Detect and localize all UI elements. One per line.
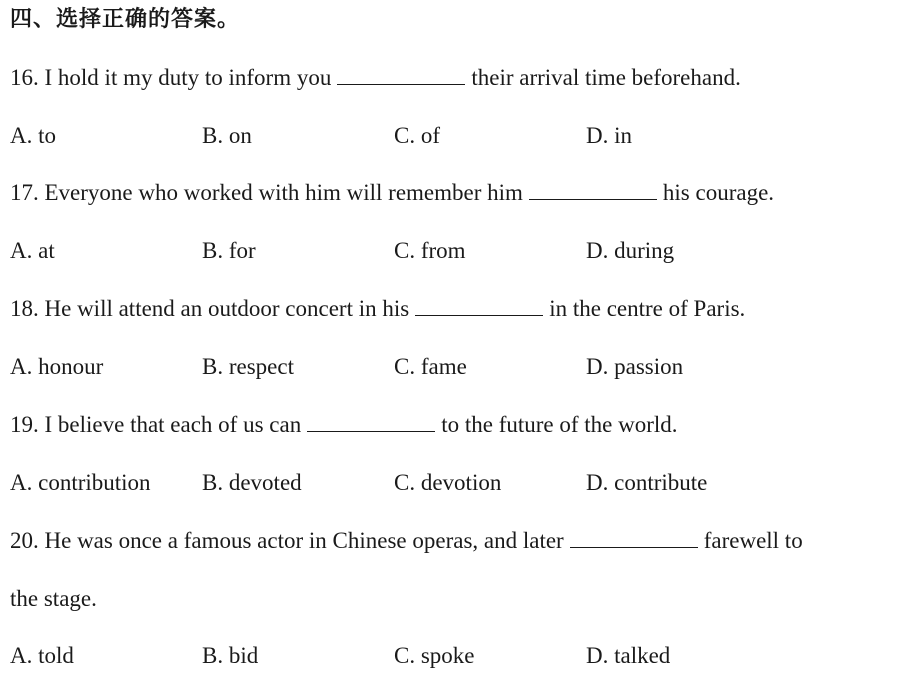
option-16-a[interactable]: A. to [10,123,56,148]
answer-blank-17[interactable] [529,178,657,200]
question-18-stem: 18. He will attend an outdoor concert in his [10,296,410,321]
question-17-stem-end: his courage. [662,180,775,205]
option-17-c[interactable]: C. from [394,238,466,263]
options-19 [10,468,900,498]
question-19-stem-end: to the future of the world. [441,412,678,437]
options-17 [10,236,900,266]
option-16-c[interactable]: C. of [394,123,440,148]
option-18-d[interactable]: D. passion [586,354,684,379]
option-16-d[interactable]: D. in [586,123,632,148]
option-19-b[interactable]: B. devoted [202,470,302,495]
option-20-c[interactable]: C. spoke [394,643,475,668]
question-19-stem: 19. I believe that each of us can [10,412,302,437]
answer-blank-19[interactable] [307,410,435,432]
question-20-stem-end: farewell to [703,528,803,553]
section-title: 四、选择正确的答案。 [10,7,241,32]
question-20-stem: 20. He was once a famous actor in Chinese operas, and later [10,528,564,553]
question-19 [10,410,678,440]
options-18 [10,352,900,382]
option-16-b[interactable]: B. on [202,123,252,148]
option-20-b[interactable]: B. bid [202,643,259,668]
answer-blank-20[interactable] [570,526,698,548]
option-17-b[interactable]: B. for [202,238,256,263]
question-18 [10,294,745,324]
option-19-a[interactable]: A. contribution [10,470,151,495]
options-16 [10,121,900,151]
option-19-c[interactable]: C. devotion [394,470,502,495]
option-17-d[interactable]: D. during [586,238,675,263]
option-17-a[interactable]: A. at [10,238,55,263]
question-16-stem-end: their arrival time beforehand. [471,65,741,90]
option-18-b[interactable]: B. respect [202,354,294,379]
question-20 [10,526,803,556]
question-17-stem: 17. Everyone who worked with him will remember him [10,180,523,205]
question-18-stem-end: in the centre of Paris. [549,296,746,321]
option-18-c[interactable]: C. fame [394,354,467,379]
answer-blank-16[interactable] [337,63,465,85]
option-19-d[interactable]: D. contribute [586,470,708,495]
question-17 [10,178,774,208]
option-18-a[interactable]: A. honour [10,354,104,379]
question-16-stem: 16. I hold it my duty to inform you [10,65,332,90]
question-20-continuation: the stage. [10,586,97,611]
answer-blank-18[interactable] [415,294,543,316]
option-20-a[interactable]: A. told [10,643,74,668]
options-20 [10,641,900,671]
question-16 [10,63,741,93]
option-20-d[interactable]: D. talked [586,643,671,668]
